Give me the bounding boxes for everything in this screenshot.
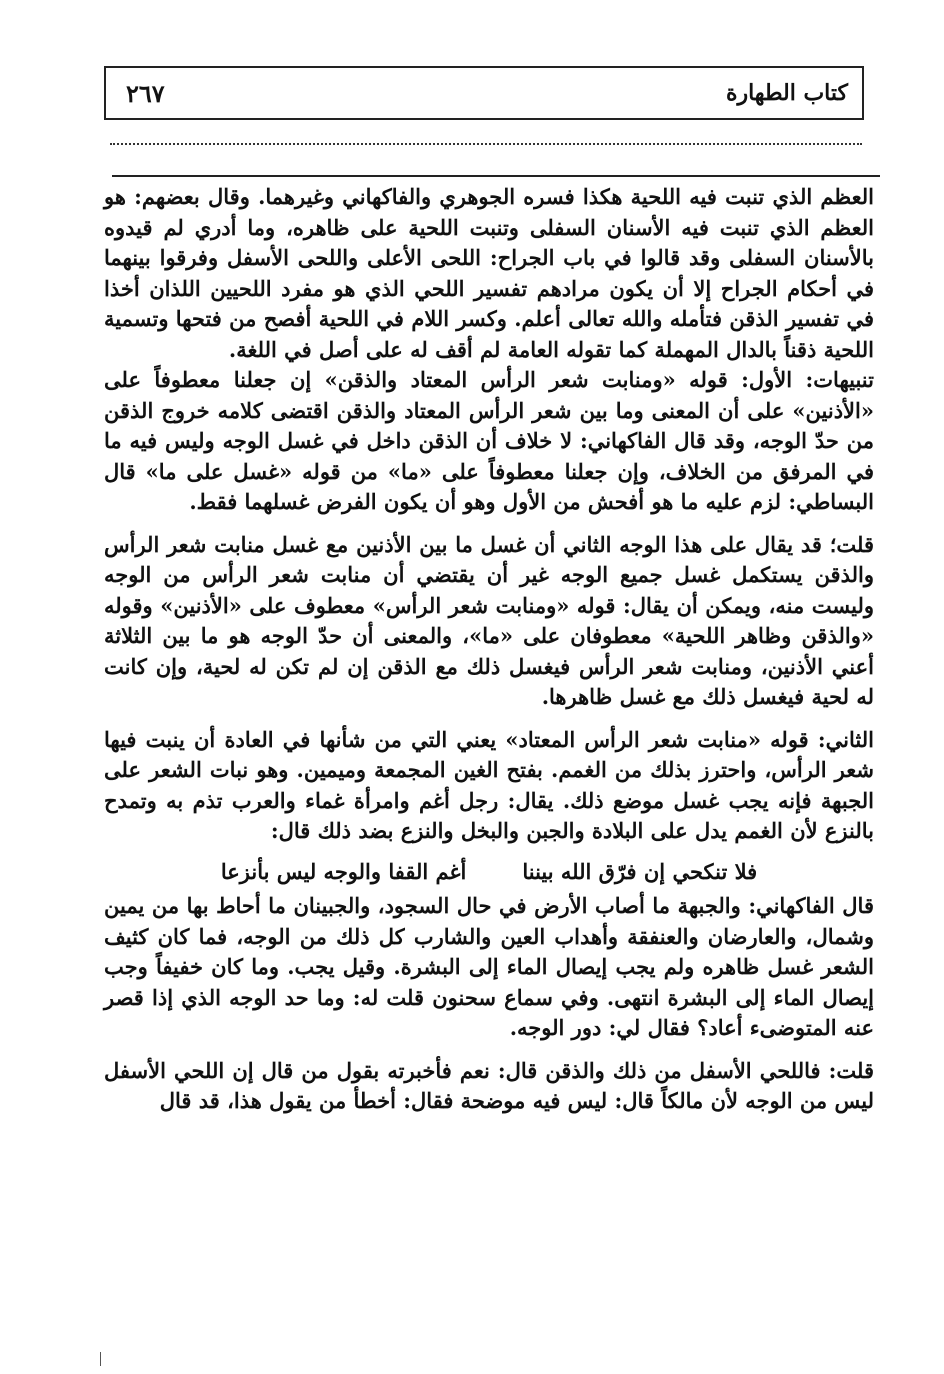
paragraph-6: قلت: فاللحي الأسفل من ذلك والذقن قال: نعم فأخبرته بقول من قال إن اللحي الأسفل ليس من الوجه لأن مالكاً قال: ليس فيه موضحة فقال: أخطأ من يقول هذا، قد قال bbox=[104, 1057, 874, 1113]
book-title: كتاب الطهارة bbox=[725, 80, 848, 106]
solid-divider bbox=[112, 175, 880, 177]
paragraph-2: تنبيهات: الأول: قوله «ومنابت شعر الرأس المعتاد والذقن» إن جعلنا معطوفاً على «الأذنين» على أن المعنى وما بين شعر الرأس المعتاد والذقن اقتضى كلامه خروج الذقن من حدّ الوجه، وقد قال الفاكهاني: لا خلاف أن الذقن داخل في غسل الوجه وليس فيه ما في المرفق من الخلاف، وإن جعلنا معطوفاً على «ما» من قوله «غسل على ما» قال البساطي: لزم عليه ما هو أفحش من الأول وهو أن يكون الفرض غسلهما فقط. bbox=[104, 367, 874, 514]
margin-mark bbox=[100, 1352, 101, 1366]
paragraph-3: قلت؛ قد يقال على هذا الوجه الثاني أن غسل ما بين الأذنين مع غسل منابت شعر الرأس والذقن يستكمل غسل جميع الوجه غير أن يقتضي أن منابت شعر الرأس من الوجه وليست منه، ويمكن أن يقال: قوله «ومنابت شعر الرأس» معطوف على «الأذنين» وقوله «والذقن وظاهر اللحية» معطوفان على «ما»، والمعنى أن حدّ الوجه هو ما بين الثلاثة أعني الأذنين، ومنابت شعر الرأس فيغسل ذلك مع الذقن إن لم تكن له لحية، وإن كانت له لحية فيغسل ذلك مع غسل ظاهرها. bbox=[104, 531, 874, 709]
page-number: ٢٦٧ bbox=[126, 78, 165, 108]
paragraph-5: قال الفاكهاني: والجبهة ما أصاب الأرض في حال السجود، والجبينان ما أحاط بها من يمين وشمال، والعارضان والعنفقة وأهداب العين والشارب كل ذلك من الوجه، فما كان كثيف الشعر غسل ظاهره ولم يجب إيصال الماء إلى البشرة. وقيل يجب. وما كان خفيفاً وجب إيصال الماء إلى البشرة انتهى. وفي سماع سحنون قلت له: وما حد الوجه الذي إذا قصر عنه المتوضىء أعاد؟ فقال لي: دور الوجه. bbox=[104, 893, 874, 1040]
verse-first-hemistich: فلا تنكحي إن فرّق الله بيننا bbox=[522, 858, 758, 884]
poetry-verse bbox=[104, 857, 874, 888]
verse-second-hemistich: أغم القفا والوجه ليس بأنزعا bbox=[220, 858, 467, 884]
paragraph-1: العظم الذي تنبت فيه اللحية هكذا فسره الجوهري والفاكهاني وغيرهما. وقال بعضهم: هو العظم الذي تنبت فيه الأسنان السفلى وتنبت اللحية على ظاهره، وما أدري لم قيدوه بالأسنان السفلى وقد قالوا في باب الجراح: اللحى الأعلى واللحى الأسفل وفرقوا بينهما في أحكام الجراح إلا أن يكون مرادهم تفسير اللحي الذي هو مفرد اللحيين اللذان أخذا في تفسير الذقن فتأمله والله تعالى أعلم. وكسر اللام في اللحية أفصح من فتحها وتسمية اللحية ذقناً بالدال المهملة كما تقوله العامة لم أقف له على أصل في اللغة. bbox=[104, 184, 874, 362]
running-header bbox=[104, 66, 864, 120]
dotted-divider bbox=[110, 143, 862, 145]
paragraph-4: الثاني: قوله «منابت شعر الرأس المعتاد» يعني التي من شأنها في العادة أن ينبت فيها شعر الرأس، واحترز بذلك من الغمم. بفتح الغين المجمعة وميمين. وهو نبات الشعر على الجبهة فإنه يجب غسل موضع ذلك. يقال: رجل أغم وامرأة غماء والعرب تذم به وتمدح بالنزع لأن الغمم يدل على البلادة والجبن والبخل والنزع بضد ذلك قال: bbox=[104, 726, 874, 843]
page-body bbox=[104, 182, 874, 1117]
